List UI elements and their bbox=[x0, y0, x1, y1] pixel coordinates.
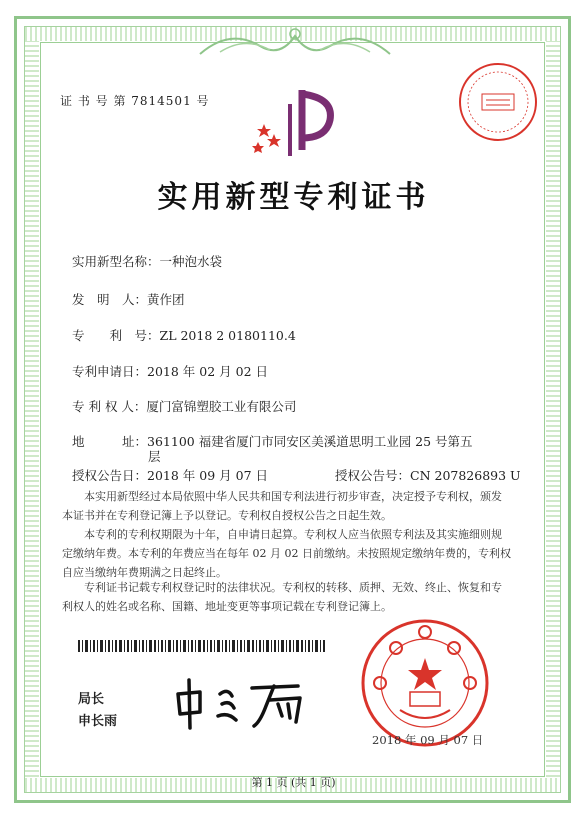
page-indicator: 第 1 页 (共 1 页) bbox=[251, 776, 336, 789]
paragraph-3 bbox=[62, 578, 532, 616]
inventor-label: 发 明 人： bbox=[72, 292, 148, 307]
grant-number-label: 授权公告号： bbox=[335, 468, 411, 483]
grant-number-row bbox=[335, 466, 521, 484]
grant-number-value: CN 207826893 U bbox=[410, 468, 521, 483]
paragraph-2-line-1: 本专利的专利权期限为十年，自申请日起算。专利权人应当依照专利法及其实施细则规 bbox=[84, 528, 502, 541]
grant-date-value: 2018 年 09 月 07 日 bbox=[147, 468, 269, 483]
patentee-value: 厦门富锦塑胶工业有限公司 bbox=[146, 399, 297, 414]
cnipa-logo-icon bbox=[250, 84, 340, 164]
official-seal-icon bbox=[360, 618, 490, 748]
patent-number-label: 专 利 号： bbox=[72, 328, 160, 343]
director-title: 局长 bbox=[78, 692, 105, 707]
inventor-row bbox=[72, 290, 185, 308]
grant-date-label: 授权公告日： bbox=[72, 468, 148, 483]
paragraph-2-line-2: 定缴纳年费。本专利的年费应当在每年 02 月 02 日前缴纳。未按照规定缴纳年费的，专利权 bbox=[62, 547, 511, 560]
director-name: 申长雨 bbox=[78, 714, 118, 729]
filing-date-value: 2018 年 02 月 02 日 bbox=[147, 364, 269, 379]
address-value-line2: 层 bbox=[148, 449, 161, 464]
certificate-number: 证 书 号 第 7814501 号 bbox=[60, 94, 210, 108]
barcode-icon bbox=[78, 640, 326, 652]
address-label: 地 址： bbox=[72, 434, 148, 449]
patent-number-value: ZL 2018 2 0180110.4 bbox=[159, 328, 296, 343]
document-title: 实用新型专利证书 bbox=[157, 180, 430, 215]
address-value-line1: 361100 福建省厦门市同安区美溪道思明工业园 25 号第五 bbox=[147, 434, 473, 449]
filing-date-row bbox=[72, 362, 268, 380]
paragraph-1-line-1: 本实用新型经过本局依照中华人民共和国专利法进行初步审查，决定授予专利权，颁发 bbox=[84, 490, 502, 503]
grant-date-row bbox=[72, 466, 268, 484]
top-seal-icon bbox=[456, 60, 540, 144]
director-signature-icon bbox=[170, 672, 310, 732]
patentee-row bbox=[72, 397, 296, 415]
filing-date-label: 专利申请日： bbox=[72, 364, 148, 379]
paragraph-3-line-1: 专利证书记载专利权登记时的法律状况。专利权的转移、质押、无效、终止、恢复和专 bbox=[84, 581, 502, 594]
utility-model-name-label: 实用新型名称： bbox=[72, 254, 160, 269]
patent-number-row bbox=[72, 326, 296, 344]
paragraph-1-line-2: 本证书并在专利登记簿上予以登记。专利权自授权公告之日起生效。 bbox=[62, 509, 392, 522]
paragraph-1 bbox=[62, 487, 532, 525]
utility-model-name-value: 一种泡水袋 bbox=[159, 254, 223, 269]
utility-model-name-row bbox=[72, 252, 222, 270]
paragraph-3-line-2: 利权人的姓名或名称、国籍、地址变更等事项记载在专利登记簿上。 bbox=[62, 600, 392, 613]
paragraph-2 bbox=[62, 525, 532, 582]
patentee-label: 专 利 权 人： bbox=[72, 399, 147, 414]
address-row bbox=[72, 432, 473, 450]
top-ornament-icon bbox=[190, 24, 400, 60]
inventor-value: 黄作团 bbox=[147, 292, 185, 307]
seal-date: 2018 年 09 月 07 日 bbox=[372, 733, 484, 747]
paragraph-2-line-3: 自应当缴纳年费期满之日起终止。 bbox=[62, 566, 227, 579]
